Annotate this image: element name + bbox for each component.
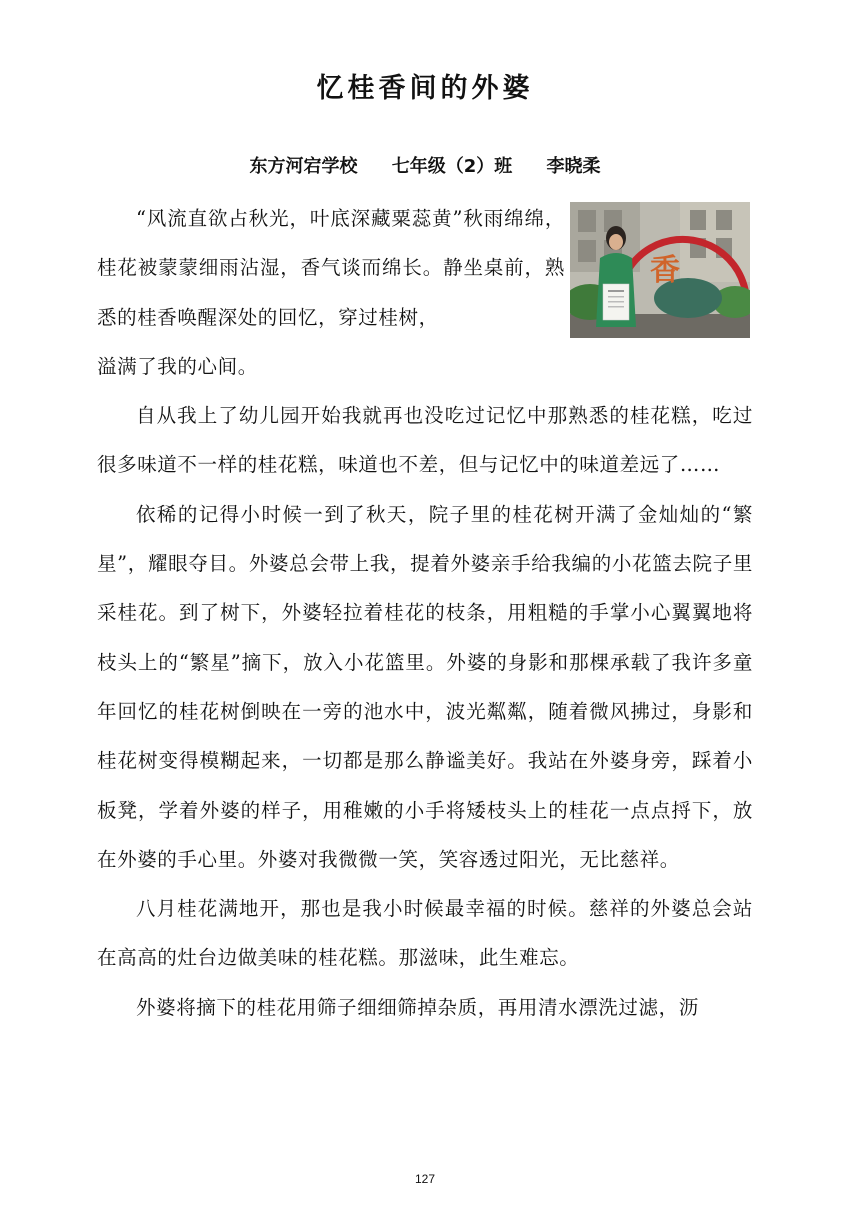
class-name: 七年级（2）班	[391, 156, 513, 177]
page-number: 127	[414, 1172, 436, 1186]
page-title: 忆桂香间的外婆	[316, 73, 534, 104]
paragraph-1: “风流直欲占秋光，叶底深藏粟蕊黄”秋雨绵绵，桂花被蒙蒙细雨沾湿，香气谈而绵长。静坐桌前，熟悉的桂香唤醒深处的回忆，穿过桂树，	[97, 207, 565, 329]
paragraph-5: 外婆将摘下的桂花用筛子细细筛掉杂质，再用清水漂洗过滤，沥	[136, 995, 699, 1019]
article-body	[97, 194, 753, 1032]
paragraph-3: 依稀的记得小时候一到了秋天，院子里的桂花树开满了金灿灿的“繁星”，耀眼夺目。外婆总会带上我，提着外婆亲手给我编的小花篮去院子里采桂花。到了树下，外婆轻拉着桂花的枝条，用粗糙的手掌小心翼翼地将枝头上的“繁星”摘下，放入小花篮里。外婆的身影和那棵承载了我许多童年回忆的桂花树倒映在一旁的池水中，波光粼粼，随着微风拂过，身影和桂花树变得模糊起来，一切都是那么静谧美好。我站在外婆身旁，踩着小板凳，学着外婆的样子，用稚嫩的小手将矮枝头上的桂花一点点捋下，放在外婆的手心里。外婆对我微微一笑，笑容透过阳光，无比慈祥。	[97, 502, 753, 871]
svg-text:香: 香	[650, 253, 680, 288]
paragraph-2: 自从我上了幼儿园开始我就再也没吃过记忆中那熟悉的桂花糕，吃过很多味道不一样的桂花糕，味道也不差，但与记忆中的味道差远了……	[97, 404, 753, 477]
byline	[0, 152, 850, 178]
paragraph-4: 八月桂花满地开，那也是我小时候最幸福的时候。慈祥的外婆总会站在高高的灶台边做美味的桂花糕。那滋味，此生难忘。	[97, 897, 753, 970]
paragraph-1-continued: 溢满了我的心间。	[97, 354, 258, 378]
school-name: 东方河宕学校	[249, 156, 358, 177]
author-name: 李晓柔	[546, 156, 601, 177]
